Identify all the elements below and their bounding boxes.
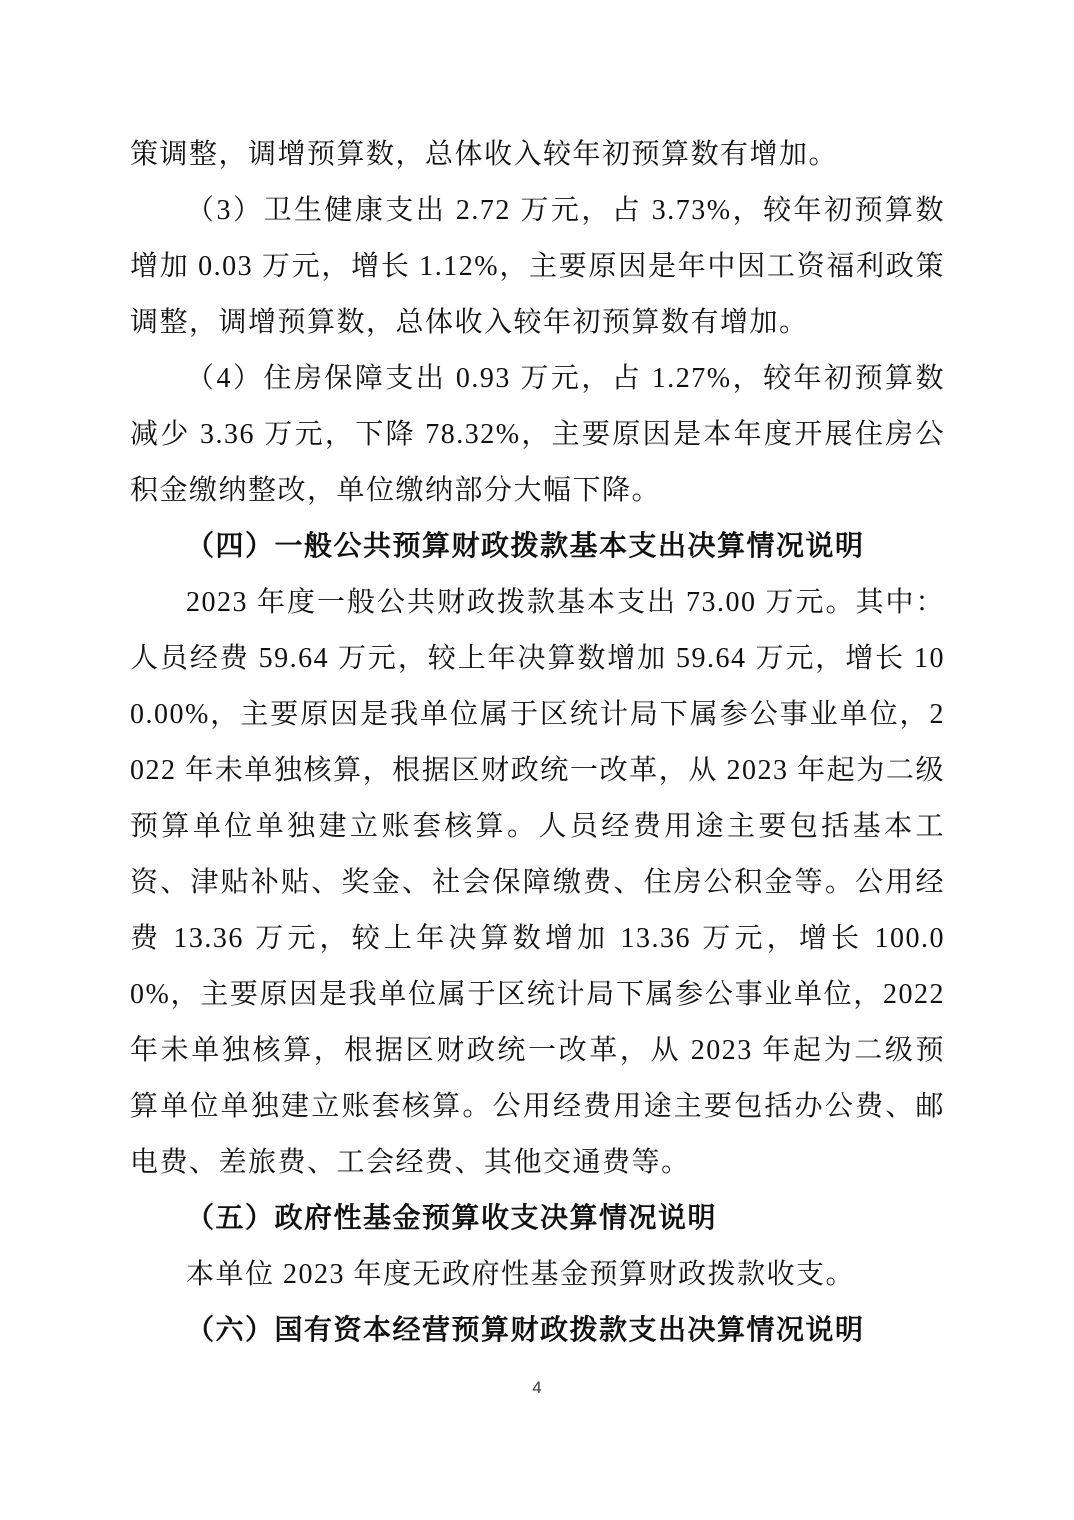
heading-section-5-gov-fund-budget: （五）政府性基金预算收支决算情况说明 <box>186 1203 718 1234</box>
heading-section-6-state-capital-budget: （六）国有资本经营预算财政拨款支出决算情况说明 <box>186 1315 865 1346</box>
paragraph-continuation-policy-adjustment: 策调整，调增预算数，总体收入较年初预算数有增加。 <box>130 139 839 170</box>
paragraph-item-4-housing-expenditure: （4）住房保障支出 0.93 万元，占 1.27%，较年初预算数减少 3.36 万元，下降 78.32%，主要原因是本年度开展住房公积金缴纳整改，单位缴纳部分大幅下降。 <box>130 363 945 506</box>
document-body <box>130 127 945 1359</box>
heading-section-4-basic-expenditure: （四）一般公共预算财政拨款基本支出决算情况说明 <box>186 531 865 562</box>
paragraph-item-3-health-expenditure: （3）卫生健康支出 2.72 万元，占 3.73%，较年初预算数增加 0.03 万元，增长 1.12%，主要原因是年中因工资福利政策调整，调增预算数，总体收入较年初预算数有增加。 <box>130 195 945 338</box>
paragraph-gov-fund-none: 本单位 2023 年度无政府性基金预算财政拨款收支。 <box>186 1259 856 1290</box>
page-number: 4 <box>532 1378 542 1397</box>
paragraph-basic-expenditure-detail: 2023 年度一般公共财政拨款基本支出 73.00 万元。其中：人员经费 59.64 万元，较上年决算数增加 59.64 万元，增长 100.00%，主要原因是我单位属于区统计局下属参公事业单位，2022 年未单独核算，根据区财政统一改革，从 2023 年起为二级预算单位单独建立账套核算。人员经费用途主要包括基本工资、津贴补贴、奖金、社会保障缴费、住房公积金等。公用经费 13.36 万元，较上年决算数增加 13.36 万元，增长 100.00%，主要原因是我单位属于区统计局下属参公事业单位，2022 年未单独核算，根据区财政统一改革，从 2023 年起为二级预算单位单独建立账套核算。公用经费用途主要包括办公费、邮电费、差旅费、工会经费、其他交通费等。 <box>130 587 945 1178</box>
